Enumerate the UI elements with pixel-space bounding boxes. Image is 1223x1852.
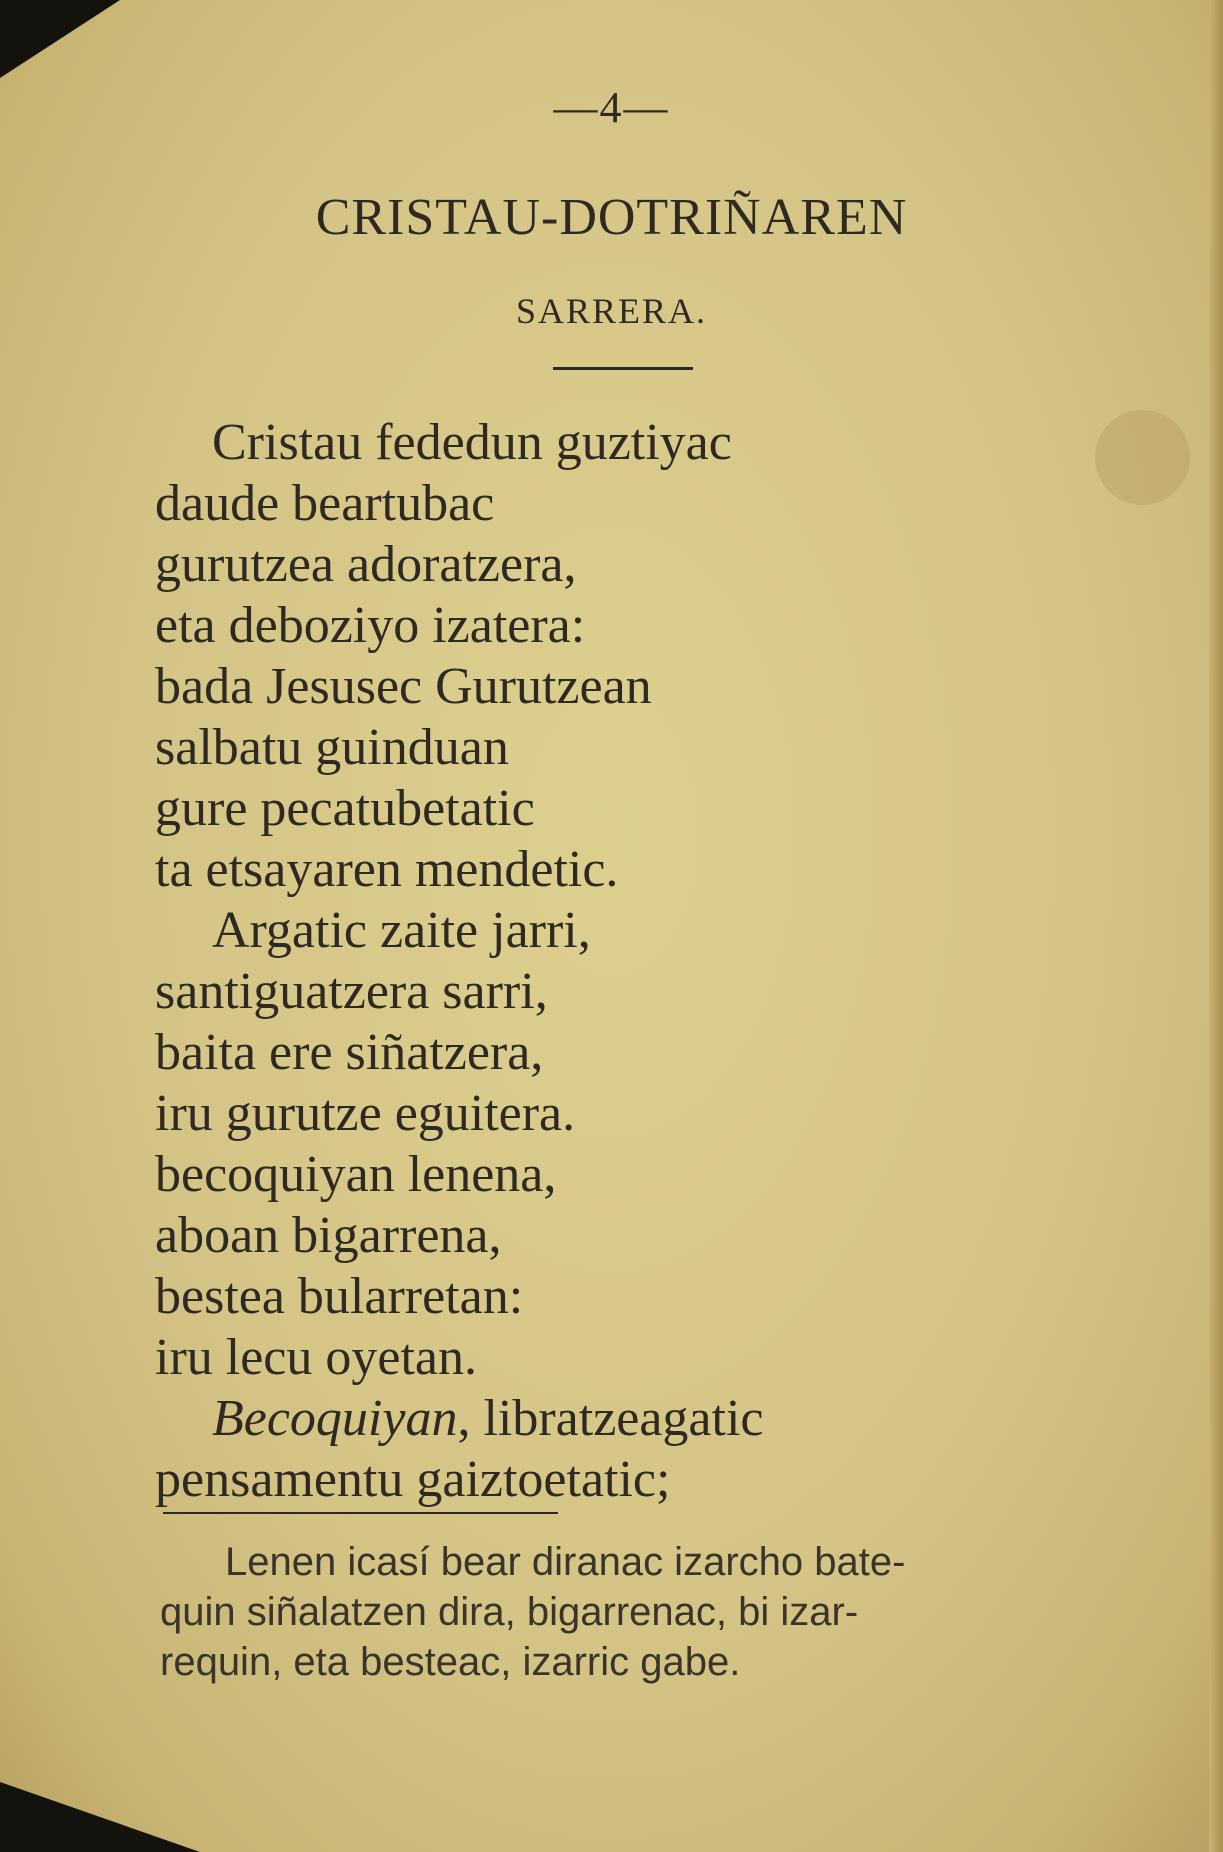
page-edge	[1209, 0, 1223, 1852]
poem-line: eta deboziyo izatera:	[155, 597, 586, 654]
poem-line: iru gurutze eguitera.	[155, 1085, 576, 1142]
poem-italic-word: Becoquiyan	[212, 1390, 458, 1447]
footnote-line: Lenen icasí bear diranac izarcho bate-	[225, 1540, 906, 1584]
poem-line: salbatu guinduan	[155, 719, 509, 776]
poem-line: daude beartubac	[155, 475, 495, 532]
poem-line-italic-start	[155, 1388, 1155, 1449]
poem-text	[155, 412, 1155, 1510]
page-number: —4—	[553, 83, 670, 132]
page-title: CRISTAU-DOTRIÑAREN	[315, 189, 908, 246]
poem-line: ta etsayaren mendetic.	[155, 841, 619, 898]
poem-line: gure pecatubetatic	[155, 780, 535, 837]
footnote	[160, 1537, 1110, 1687]
poem-line: becoquiyan lenena,	[155, 1146, 557, 1203]
page-corner-shadow-bottom	[0, 1782, 200, 1852]
poem-line-rest: , libratzeagatic	[457, 1390, 764, 1447]
poem-line: baita ere siñatzera,	[155, 1024, 544, 1081]
title-divider	[553, 367, 693, 370]
poem-line: gurutzea adoratzera,	[155, 536, 577, 593]
footnote-line: requin, eta besteac, izarric gabe.	[160, 1640, 741, 1684]
page-corner-shadow	[0, 0, 120, 78]
poem-line: aboan bigarrena,	[155, 1207, 502, 1264]
poem-line: Argatic zaite jarri,	[212, 902, 591, 959]
poem-line: pensamentu gaiztoetatic;	[155, 1451, 671, 1508]
poem-line: iru lecu oyetan.	[155, 1329, 477, 1386]
footnote-divider	[163, 1512, 558, 1514]
poem-line: santiguatzera sarri,	[155, 963, 548, 1020]
footnote-line: quin siñalatzen dira, bigarrenac, bi izar-	[160, 1590, 859, 1634]
poem-line: Cristau fededun guztiyac	[212, 414, 732, 471]
poem-line: bestea bularretan:	[155, 1268, 524, 1325]
page-subtitle: SARRERA.	[515, 291, 708, 331]
poem-line: bada Jesusec Gurutzean	[155, 658, 652, 715]
